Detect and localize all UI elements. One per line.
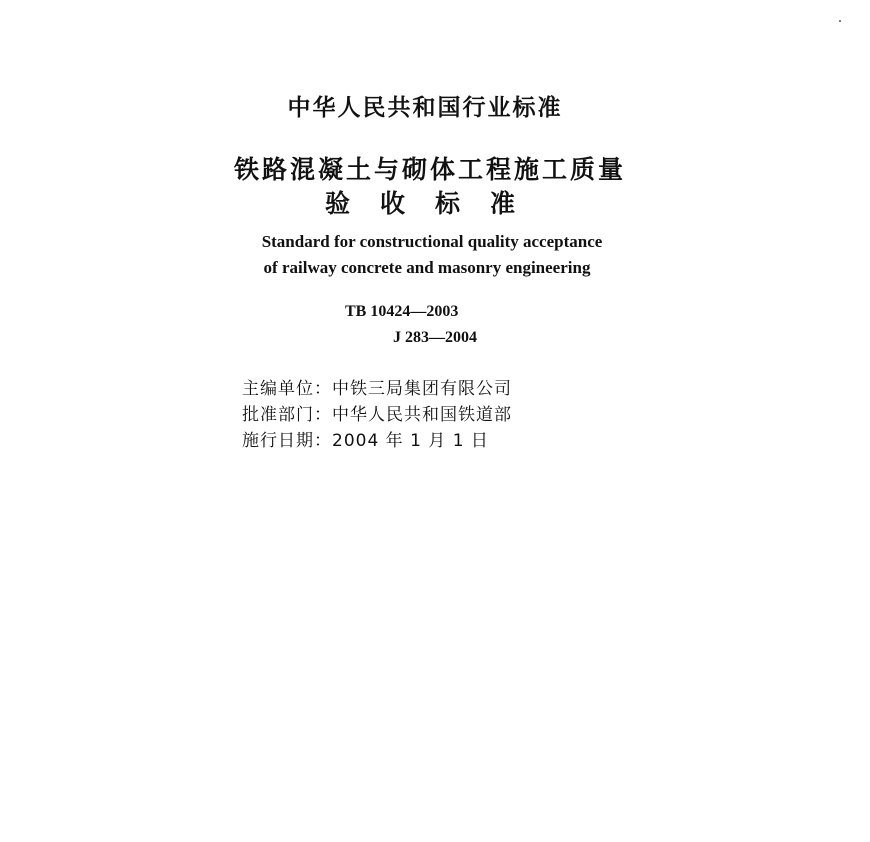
approver-label: 批准部门：: [242, 405, 332, 425]
approver-row: [242, 400, 512, 425]
standard-code-j: J 283—2004: [393, 329, 477, 346]
publisher-heading: 中华人民共和国行业标准: [287, 95, 563, 121]
approver-value: 中华人民共和国铁道部: [332, 405, 512, 425]
chinese-title-line2: 验收标准: [324, 189, 545, 218]
english-title-line1: Standard for constructional quality acceptance: [261, 232, 603, 251]
chinese-title-line1: 铁路混凝土与砌体工程施工质量: [233, 155, 626, 184]
editor-value: 中铁三局集团有限公司: [332, 379, 512, 399]
standard-code-tb: TB 10424—2003: [345, 303, 459, 320]
editor-label: 主编单位：: [242, 379, 332, 399]
effective-date-row: [242, 426, 489, 451]
english-title-line2: of railway concrete and masonry engineering: [263, 258, 591, 277]
effective-date-label: 施行日期：: [242, 431, 332, 451]
effective-date-value: 2004 年 1 月 1 日: [332, 431, 489, 451]
scan-speck: [839, 20, 841, 22]
editor-row: [242, 374, 512, 399]
